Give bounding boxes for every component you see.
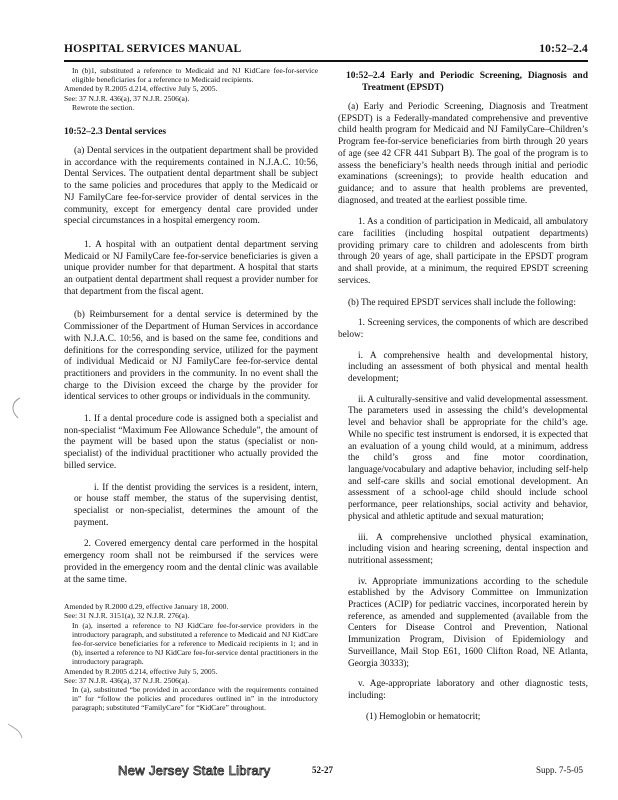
paragraph: 2. Covered emergency dental care performed in the hospital emergency room shall not be reimbursed if the services were provided in the emergency room and the dental clinic was available at the same time. (64, 539, 318, 585)
scan-mark-icon (6, 396, 26, 422)
library-stamp: New Jersey State Library (118, 763, 271, 778)
paragraph: iii. A comprehensive unclothed physical examination, including vision and hearing screening, dental inspection and nutritional assessment; (348, 532, 588, 566)
running-header (64, 40, 588, 62)
note-line: See: 37 N.J.R. 436(a), 37 N.J.R. 2506(a). (64, 93, 190, 103)
history-note-bottom (64, 602, 318, 712)
paragraph: (a) Early and Periodic Screening, Diagnosis and Treatment (EPSDT) is a Federally-mandated comprehensive and preventive child health program for Medicaid and NJ FamilyCare–Children’s Program fee-for-service beneficiaries from birth through 20 years of age (see 42 CFR 441 Subpart B). The goal of the program is to assess the beneficiary’s health needs through initial and periodic examinations (screenings); to provide health education and guidance; and to assure that health problems are prevented, diagnosed, and treated at the earliest possible time. (338, 102, 588, 206)
note-line: Amended by R.2005 d.214, effective July 5, 2005. (64, 84, 218, 94)
history-note-top (64, 66, 318, 112)
section-heading: 10:52–2.3 Dental services (64, 127, 167, 138)
supplement-date: Supp. 7-5-05 (536, 765, 583, 775)
page-footer (0, 762, 618, 782)
manual-title: HOSPITAL SERVICES MANUAL (64, 43, 242, 55)
paragraph: (1) Hemoglobin or hematocrit; (366, 711, 481, 722)
note-line: Rewrote the section. (72, 102, 135, 112)
note-line: In (a), substituted “be provided in accordance with the requirements contained in” for “follow the policies and procedures outlined in” in the introductory paragraph; substituted “FamilyCare” for “KidCare” throughout. (72, 685, 318, 713)
section-heading: 10:52–2.4 Early and Periodic Screening, Diagnosis and Treatment (EPSDT) (346, 71, 588, 93)
paragraph: iv. Appropriate immunizations according to the schedule established by the Advisory Committee on Immunization Practices (ACIP) for pediatric vaccines, incorporated herein by reference, as amended and supplemented (available from the Centers for Disease Control and Prevention, National Immunization Program, Division of Epidemiology and Surveillance, Mail Stop E61, 1600 Clifton Road, NE Atlanta, Georgia 30333); (348, 576, 588, 669)
paragraph: ii. A culturally-sensitive and valid developmental assessment. The parameters used in assessing the child’s developmental level and behavior shall be appropriate for the child’s age. While no specific test instrument is endorsed, it is expected that an evaluation of a young child would, at a minimum, address the child’s gross and fine motor coordination, language/vocabulary and adaptive behavior, including self-help and self-care skills and social emotional development. An assessment of a school-age child should include school performance, peer relationships, social activity and behavior, physical and athletic aptitude and sexual maturation; (348, 394, 588, 522)
note-line: See: 37 N.J.R. 436(a), 37 N.J.R. 2506(a). (64, 675, 190, 685)
paragraph: (b) Reimbursement for a dental service is determined by the Commissioner of the Department of Human Services in accordance with N.J.A.C. 10:56, and is based on the same fee, conditions and definitions for the corresponding service, utilized for the payment of individual Medicaid or NJ FamilyCare fee-for-service dental practitioners and providers in the community. In no event shall the charge to the Division exceed the charge by the provider for identical services to other groups or individuals in the community. (64, 310, 318, 403)
scan-mark-icon (6, 720, 26, 742)
page-number: 52-27 (312, 765, 333, 775)
note-line: See: 31 N.J.R. 3151(a), 32 N.J.R. 276(a). (64, 611, 190, 621)
paragraph: i. If the dentist providing the services is a resident, intern, or house staff member, the status of the supervising dentist, specialist or non-specialist, determines the amount of the payment. (74, 482, 318, 528)
paragraph: i. A comprehensive health and developmental history, including an assessment of both physical and mental health development; (348, 350, 588, 385)
right-column (338, 66, 588, 723)
note-line: Amended by R.2005 d.214, effective July 5, 2005. (64, 666, 218, 676)
section-number: 10:52–2.4 (539, 43, 588, 55)
left-column (64, 66, 318, 713)
paragraph: 1. As a condition of participation in Medicaid, all ambulatory care facilities (including hospital outpatient departments) providing primary care to children and adolescents from birth through 20 years of age, shall participate in the EPSDT program and shall provide, at a minimum, the required EPSDT screening services. (338, 217, 588, 286)
paragraph: 1. Screening services, the components of which are described below: (338, 318, 588, 340)
paragraph: (b) The required EPSDT services shall include the following: (348, 297, 576, 308)
paragraph: 1. A hospital with an outpatient dental department serving Medicaid or NJ FamilyCare fee-for-service beneficiaries is given a unique provider number for that department. A hospital that starts an outpatient dental department shall request a provider number for that department from the fiscal agent. (64, 239, 318, 297)
note-line: Amended by R.2000 d.29, effective January 18, 2000. (64, 602, 229, 612)
paragraph: v. Age-appropriate laboratory and other diagnostic tests, including: (348, 679, 588, 701)
paragraph: (a) Dental services in the outpatient department shall be provided in accordance with the requirements contained in N.J.A.C. 10:56, Dental Services. The outpatient dental department shall be subject to the same policies and procedures that apply to the Medicaid or NJ FamilyCare fee-for-service provider of dental services in the community, except for emergency dental care provided under special circumstances in a hospital emergency room. (64, 146, 318, 227)
note-line: In (a), inserted a reference to NJ KidCare fee-for-service providers in the introductory paragraph, and substituted a reference to Medicaid and NJ KidCare fee-for-service beneficiaries for a reference to Medicaid recipients in 1; and in (b), inserted a reference to NJ KidCare fee-for-service dental practitioners in the introductory paragraph. (72, 620, 318, 667)
note-line: In (b)1, substituted a reference to Medicaid and NJ KidCare fee-for-service eligible beneficiaries for a reference to Medicaid recipients. (72, 66, 318, 85)
paragraph: 1. If a dental procedure code is assigned both a specialist and non-specialist “Maximum Fee Allowance Schedule”, the amount of the payment will be based upon the status (specialist or non-specialist) of the individual practitioner who actually provided the billed service. (64, 414, 318, 471)
